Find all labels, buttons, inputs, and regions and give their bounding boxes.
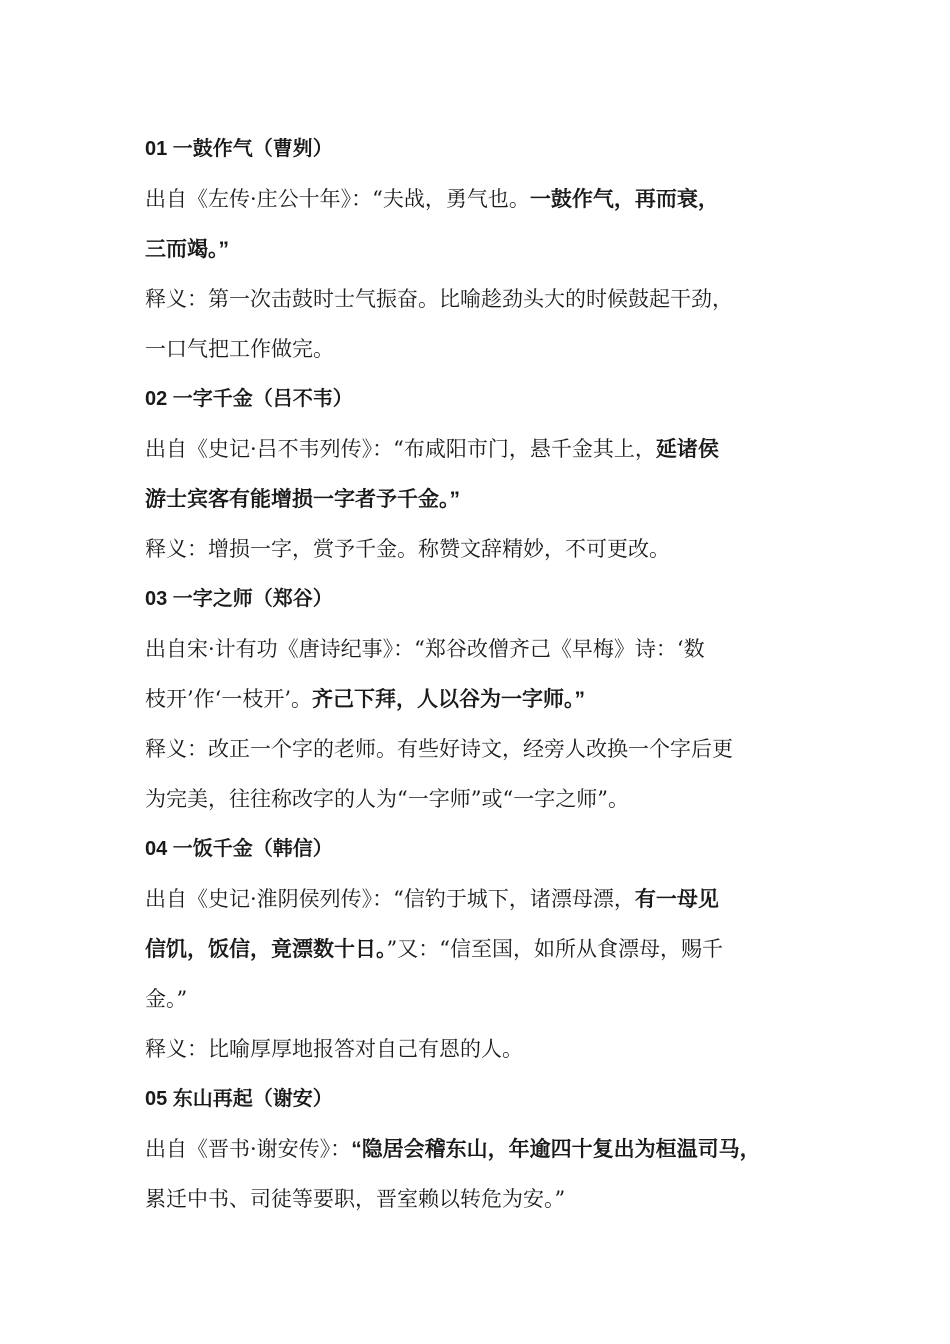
entry-heading: 02 一字千金（吕不韦） xyxy=(145,388,353,410)
meaning-line: 释义：比喻厚厚地报答对自己有恩的人。 xyxy=(145,1037,523,1061)
source-quote-bold: “隐居会稽东山，年逾四十复出为桓温司马， xyxy=(351,1138,761,1161)
entry-heading: 05 东山再起（谢安） xyxy=(145,1088,333,1110)
source-line xyxy=(145,924,825,974)
source-text: 出自《史记·吕不韦列传》：“布咸阳市门，悬千金其上， xyxy=(145,437,656,461)
source-text: 金。” xyxy=(145,987,188,1011)
source-quote-bold: 三而竭。” xyxy=(145,238,229,261)
meaning-line: 一口气把工作做完。 xyxy=(145,337,334,361)
source-text: 出自《晋书·谢安传》： xyxy=(145,1137,352,1161)
entry-heading: 04 一饭千金（韩信） xyxy=(145,838,333,860)
meaning-line: 释义：第一次击鼓时士气振奋。比喻趁劲头大的时候鼓起干劲， xyxy=(145,287,733,311)
source-line xyxy=(145,224,825,274)
source-line xyxy=(145,974,825,1024)
entry-heading: 01 一鼓作气（曹刿） xyxy=(145,138,333,160)
source-quote-bold: 游士宾客有能增损一字者予千金。” xyxy=(145,488,460,511)
source-text: 出自《史记·淮阴侯列传》：“信钓于城下，诸漂母漂， xyxy=(145,887,635,911)
source-line xyxy=(145,874,825,924)
meaning-line: 为完美，往往称改字的人为“一字师”或“一字之师”。 xyxy=(145,787,629,811)
source-quote-bold: 延诸侯 xyxy=(655,438,719,461)
source-text: 出自《左传·庄公十年》：“夫战，勇气也。 xyxy=(145,187,530,211)
entry-heading: 03 一字之师（郑谷） xyxy=(145,588,333,610)
source-line xyxy=(145,1174,825,1224)
source-text: 累迁中书、司徒等要职，晋室赖以转危为安。” xyxy=(145,1187,566,1211)
source-text: 枝开’作‘一枝开’。 xyxy=(145,687,313,711)
source-text: 出自宋·计有功《唐诗纪事》：“郑谷改僧齐己《早梅》诗：‘数 xyxy=(145,637,705,661)
source-text: ”又：“信至国，如所从食漂母，赐千 xyxy=(386,937,723,961)
source-line xyxy=(145,624,825,674)
source-quote-bold: 有一母见 xyxy=(634,888,719,911)
source-line xyxy=(145,474,825,524)
source-line xyxy=(145,424,825,474)
source-line xyxy=(145,174,825,224)
meaning-line: 释义：增损一字，赏予千金。称赞文辞精妙，不可更改。 xyxy=(145,537,670,561)
source-line xyxy=(145,1124,825,1174)
meaning-line: 释义：改正一个字的老师。有些好诗文，经旁人改换一个字后更 xyxy=(145,737,733,761)
source-line xyxy=(145,674,825,724)
source-quote-bold: 信饥，饭信，竟漂数十日。 xyxy=(145,938,387,961)
source-quote-bold: 齐己下拜，人以谷为一字师。” xyxy=(312,688,586,711)
source-quote-bold: 一鼓作气，再而衰， xyxy=(529,188,719,211)
document-page xyxy=(145,124,825,1224)
